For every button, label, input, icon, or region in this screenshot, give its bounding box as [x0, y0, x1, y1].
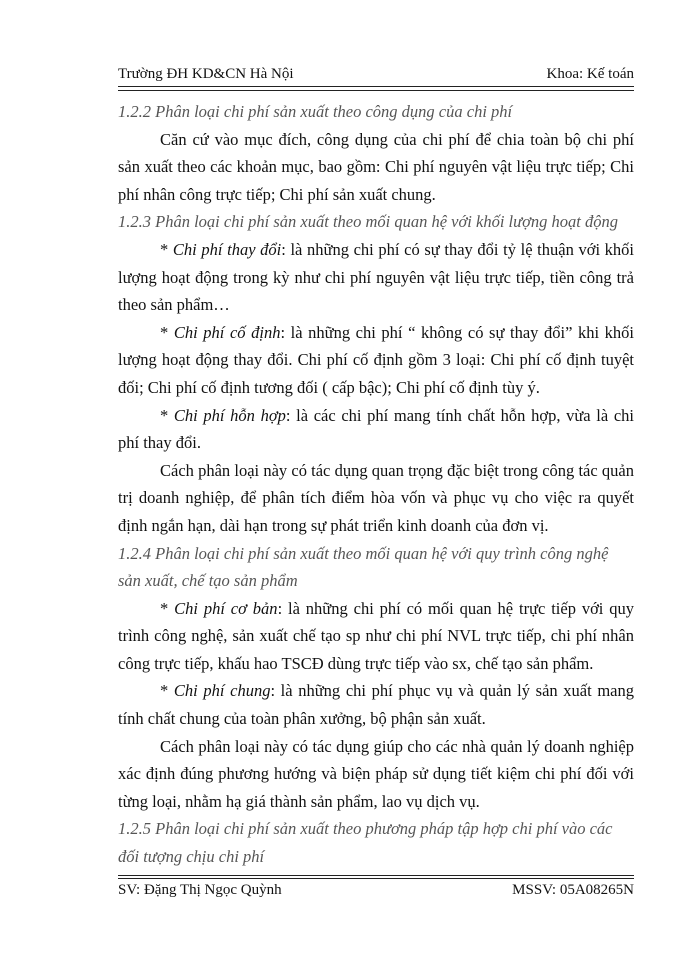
bullet-marker: * — [160, 681, 174, 701]
term-overhead-cost: Chi phí chung — [173, 681, 271, 701]
header-school: Trường ĐH KD&CN Hà Nội — [118, 66, 294, 82]
bullet-mixed-cost — [118, 402, 634, 457]
document-body — [118, 98, 634, 871]
header-rule-thick — [118, 86, 634, 87]
paragraph-management-use: Cách phân loại này có tác dụng quan trọng đặc biệt trong công tác quản trị doanh nghiệp, để phân tích điểm hòa vốn và phục vụ cho việc ra quyết định ngắn hạn, dài hạn trong sự phát triển kinh doanh của đơn vị. — [118, 460, 634, 535]
section-heading-1-2-2: 1.2.2 Phân loại chi phí sản xuất theo công dụng của chi phí — [118, 102, 513, 121]
bullet-overhead-cost — [118, 677, 634, 732]
term-variable-cost: Chi phí thay đổi — [172, 239, 282, 259]
term-mixed-cost: Chi phí hỗn hợp — [173, 405, 286, 425]
footer-rule-thick — [118, 878, 634, 879]
definition-mixed-cost: : là các chi phí mang tính chất hỗn hợp, vừa là chi phí thay đổi. — [118, 405, 635, 453]
header-rule-thin — [118, 90, 634, 91]
footer-student-name: SV: Đặng Thị Ngọc Quỳnh — [118, 882, 282, 898]
footer-rule-thin — [118, 875, 634, 876]
page-footer — [118, 880, 634, 900]
paragraph-purpose-classification: Căn cứ vào mục đích, công dụng của chi phí để chia toàn bộ chi phí sản xuất theo các khoản mục, bao gồm: Chi phí nguyên vật liệu trực tiếp; Chi phí nhân công trực tiếp; Chi phí sản xuất chung. — [118, 129, 634, 204]
definition-overhead-cost: : là những chi phí phục vụ và quản lý sản xuất mang tính chất chung của toàn phân xưởng, bộ phận sản xuất. — [118, 681, 635, 729]
bullet-fixed-cost — [118, 319, 634, 402]
bullet-marker: * — [160, 322, 174, 342]
section-heading-1-2-3: 1.2.3 Phân loại chi phí sản xuất theo mối quan hệ với khối lượng hoạt động — [118, 212, 619, 232]
section-heading-1-2-4: 1.2.4 Phân loại chi phí sản xuất theo mối quan hệ với quy trình công nghệ sản xuất, chế tạo sản phẩm — [118, 543, 609, 591]
bullet-basic-cost — [118, 595, 634, 678]
bullet-marker: * — [160, 598, 175, 618]
paragraph-cost-saving: Cách phân loại này có tác dụng giúp cho các nhà quản lý doanh nghiệp xác định đúng phương hướng và biện pháp sử dụng tiết kiệm chi phí đối với từng loại, nhằm hạ giá thành sản phẩm, lao vụ dịch vụ. — [118, 736, 634, 811]
definition-fixed-cost: : là những chi phí “ không có sự thay đổi” khi khối lượng hoạt động thay đổi. Chi phí cố định gồm 3 loại: Chi phí cố định tuyệt đối; Chi phí cố định tương đối ( cấp bậc); Chi phí cố định tùy ý. — [118, 322, 635, 397]
definition-variable-cost: : là những chi phí có sự thay đổi tỷ lệ thuận với khối lượng hoạt động trong kỳ như chi phí nguyên vật liệu trực tiếp, tiền công trả theo sản phẩm… — [118, 239, 635, 315]
definition-basic-cost: : là những chi phí có mối quan hệ trực tiếp với quy trình công nghệ, sản xuất chế tạo sp như chi phí NVL trực tiếp, chi phí nhân công trực tiếp, khấu hao TSCĐ dùng trực tiếp vào sx, chế tạo sản phẩm. — [118, 598, 635, 673]
section-heading-1-2-5: 1.2.5 Phân loại chi phí sản xuất theo phương pháp tập hợp chi phí vào các đối tượng chịu chi phí — [118, 819, 613, 867]
bullet-variable-cost — [118, 236, 634, 319]
term-fixed-cost: Chi phí cố định — [173, 322, 281, 342]
header-faculty: Khoa: Kế toán — [546, 66, 634, 82]
page-header — [118, 64, 634, 84]
term-basic-cost: Chi phí cơ bản — [174, 598, 278, 618]
bullet-marker: * — [160, 405, 174, 425]
footer-student-id: MSSV: 05A08265N — [512, 882, 634, 898]
bullet-marker: * — [160, 239, 173, 259]
